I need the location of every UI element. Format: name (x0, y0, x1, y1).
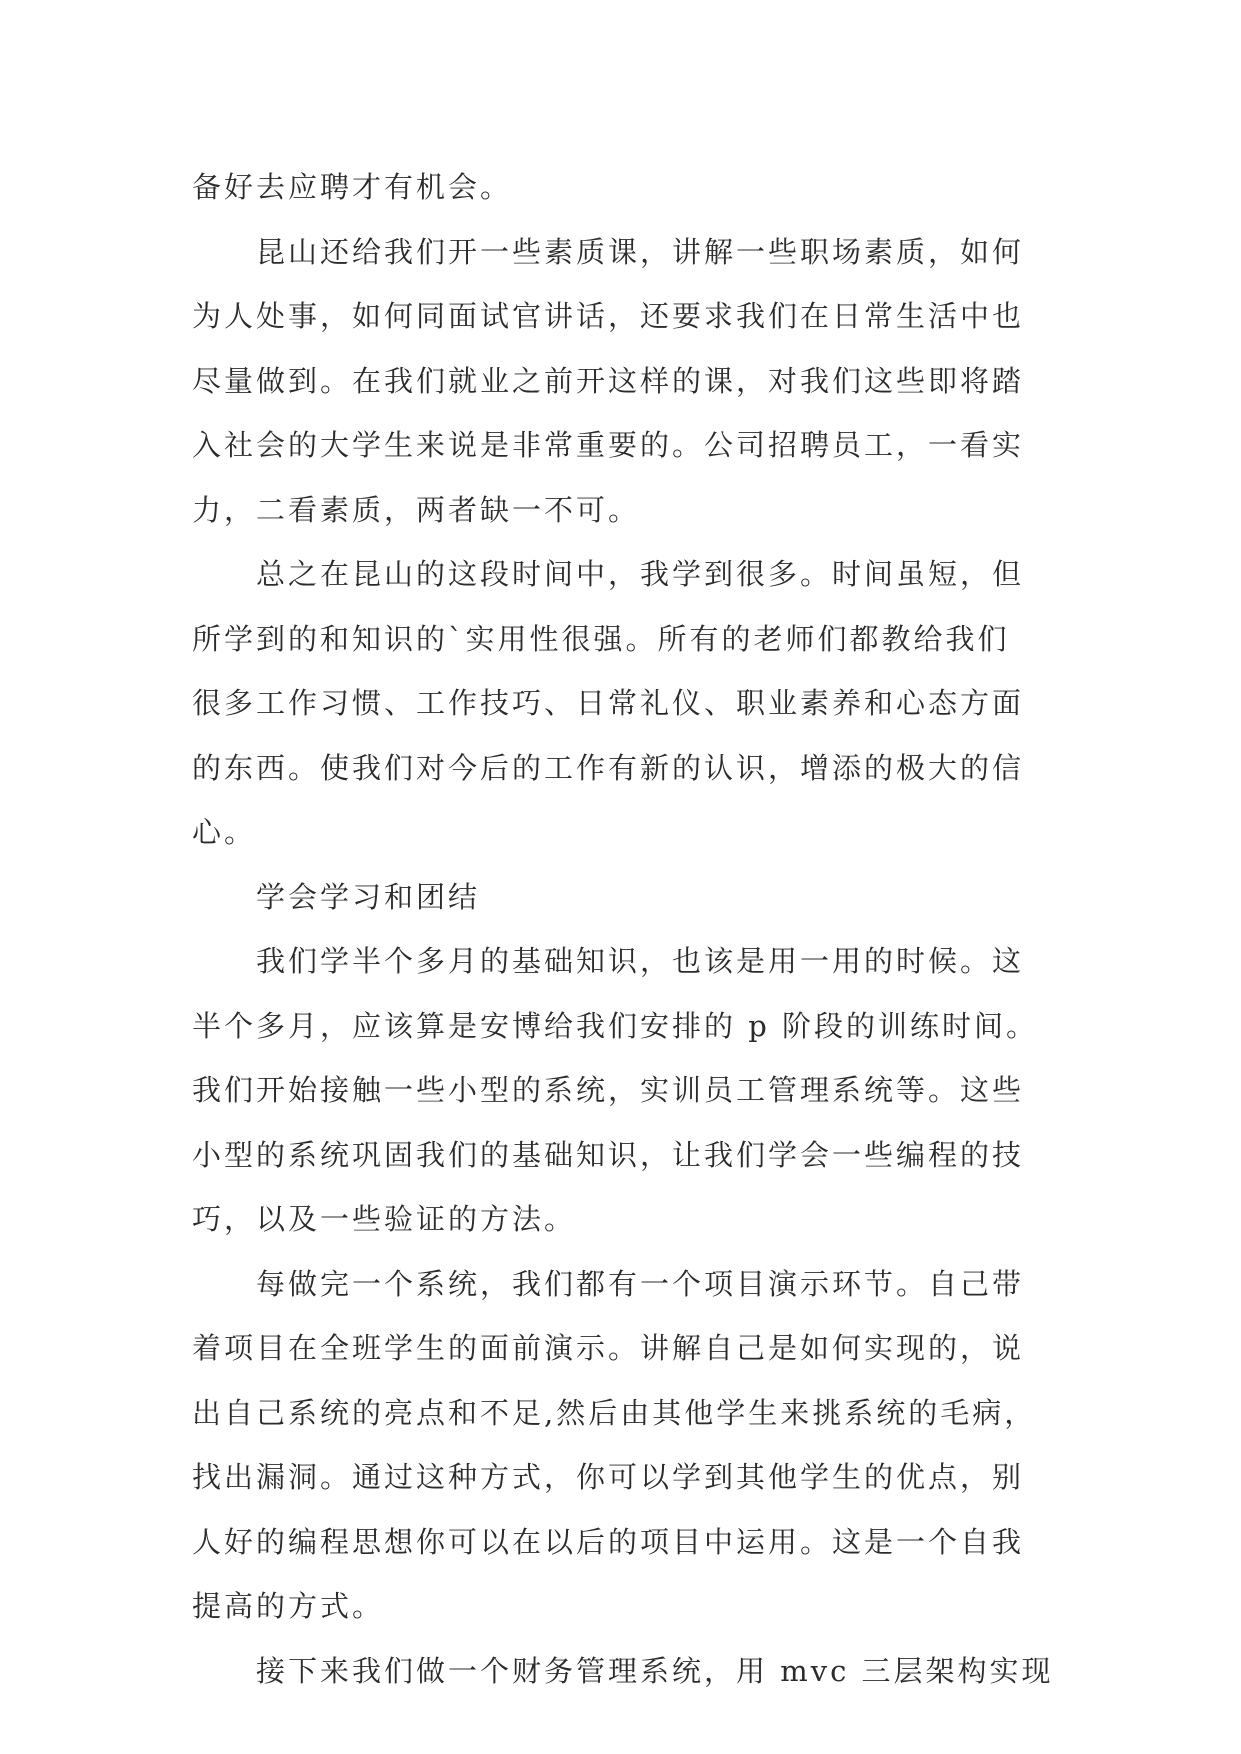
text-line: 提高的方式。 (192, 1589, 385, 1623)
document-body (192, 155, 1072, 1703)
text-line: 半个多月，应该算是安博给我们安排的 p 阶段的训练时间。 (192, 1008, 1039, 1043)
text-line: 很多工作习惯、工作技巧、日常礼仪、职业素养和心态方面 (192, 686, 1025, 720)
text-line: 入社会的大学生来说是非常重要的。公司招聘员工，一看实 (192, 428, 1025, 462)
text-line: 尽量做到。在我们就业之前开这样的课，对我们这些即将踏 (192, 363, 1025, 398)
text-line: 我们学半个多月的基础知识，也该是用一用的时候。这 (256, 944, 1025, 978)
section-heading: 学会学习和团结 (256, 879, 481, 914)
text-line: 人好的编程思想你可以在以后的项目中运用。这是一个自我 (192, 1524, 1025, 1559)
text-line: 力，二看素质，两者缺一不可。 (192, 492, 641, 527)
text-line: 备好去应聘才有机会。 (192, 170, 513, 204)
text-line: 接下来我们做一个财务管理系统，用 mvc 三层架构实现 (256, 1653, 1054, 1688)
text-line: 着项目在全班学生的面前演示。讲解自己是如何实现的，说 (192, 1331, 1025, 1365)
text-line: 出自己系统的亮点和不足,然后由其他学生来挑系统的毛病， (192, 1395, 1037, 1430)
text-line: 我们开始接触一些小型的系统，实训员工管理系统等。这些 (192, 1073, 1025, 1107)
text-line: 心。 (192, 815, 257, 849)
text-line: 所学到的和知识的`实用性很强。所有的老师们都教给我们 (192, 621, 1010, 656)
text-line: 总之在昆山的这段时间中，我学到很多。时间虽短，但 (256, 557, 1025, 591)
text-line: 每做完一个系统，我们都有一个项目演示环节。自己带 (256, 1266, 1025, 1301)
text-line: 的东西。使我们对今后的工作有新的认识，增添的极大的信 (192, 750, 1025, 785)
text-line: 找出漏洞。通过这种方式，你可以学到其他学生的优点，别 (192, 1460, 1025, 1494)
text-line: 巧，以及一些验证的方法。 (192, 1202, 577, 1236)
text-line: 为人处事，如何同面试官讲话，还要求我们在日常生活中也 (192, 299, 1025, 333)
text-line: 昆山还给我们开一些素质课，讲解一些职场素质，如何 (256, 234, 1025, 269)
text-line: 小型的系统巩固我们的基础知识，让我们学会一些编程的技 (192, 1137, 1025, 1172)
